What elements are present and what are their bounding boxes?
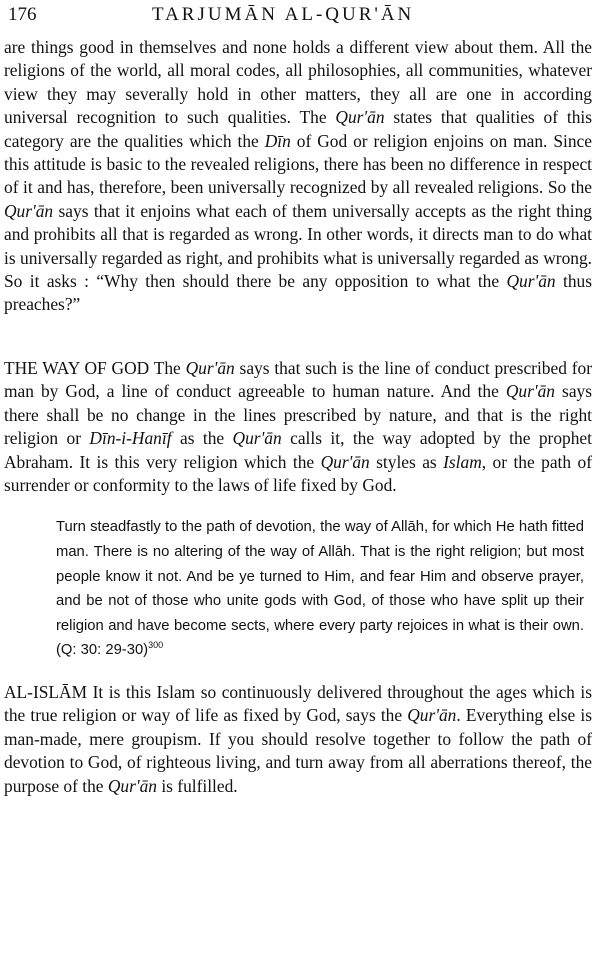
paragraph-al-islam [4,681,592,798]
text-run: styles as [369,451,444,472]
text-run: calls it, the way adopted by the prophet Abraham. It is this very religion which the [4,428,592,472]
italic-term: Qur'ān [320,451,370,472]
text-run: states that qualities of this category are the qualities which the [4,107,592,151]
text-run: thus preaches?” [4,271,592,315]
text-run: says that it enjoins what each of them universally accepts as the right thing and prohibits all that is regarded as wrong. In other words, it directs man to do what is universally regarded as right, and prohibits what is universally regarded as wrong. So it asks : “Why then should there be any opposition to what the [4,200,592,292]
quran-quotation [56,515,584,663]
text-run: is fulfilled. [156,775,238,796]
text-run: of God or religion enjoins on man. Since this attitude is basic to the revealed religions, there has been no difference in respect of it and has, therefore, been universally recognized by all revealed religions. So the [4,130,592,198]
italic-term: Qur'ān [407,705,457,726]
italic-term: Qur'ān [506,271,556,292]
text-run: It is this Islam so continuously delivered throughout the ages which is the true religion or way of life as fixed by God, says the [4,681,592,726]
text-run: as the [171,428,233,449]
paragraph-way-of-god [4,357,592,497]
running-title: TARJUMĀN AL-QUR'ĀN [152,4,415,25]
italic-term: Qur'ān [232,428,282,449]
text-run: are things good in themselves and none holds a different view about them. All the religions of the world, all moral codes, all philosophies, all communities, whatever view they may severally hold in other matters, they all are one in according universal recognition to such qualities. The [4,37,592,128]
footnote-marker: 300 [148,640,164,651]
text-run: says that such is the line of conduct prescribed for man by God, a line of conduct agreeable to human nature. And the [4,357,592,402]
italic-term: Qur'ān [4,200,54,221]
italic-term: Qur'ān [185,357,235,378]
text-run: THE WAY OF GOD [4,357,150,378]
paragraph-universal-qualities [4,36,592,317]
page-number: 176 [8,4,37,25]
text-run: , or the path of surrender or conformity to the laws of life fixed by God. [4,451,592,495]
italic-term: Dīn [264,130,291,151]
text-run: Turn steadfastly to the path of devotion, the way of Allāh, for which He hath fitted man. There is no altering of the way of Allāh. That is the right religion; but most people know it not. And be ye turned to Him, and fear Him and observe prayer, and be not of those who unite gods with God, of those who have split up their religion and have become sects, where every party rejoices in what is their own. (Q: 30: 29-30) [56,519,584,659]
text-run: says there shall be no change in the lines prescribed by nature, and that is the right religion or [4,381,592,449]
text-run: The [149,357,186,378]
text-run: . Everything else is man-made, mere groupism. If you should resolve together to follow the path of devotion to God, of righteous living, and turn away from all aberrations thereof, the purpose of the [4,705,592,796]
italic-term: Qur'ān [505,381,556,402]
italic-term: Islam [443,451,482,472]
italic-term: Qur'ān [335,107,385,128]
italic-term: Dīn-i-Hanīf [89,428,172,449]
text-run: AL-ISLĀM [4,681,88,702]
italic-term: Qur'ān [107,775,157,796]
running-header [4,0,592,36]
